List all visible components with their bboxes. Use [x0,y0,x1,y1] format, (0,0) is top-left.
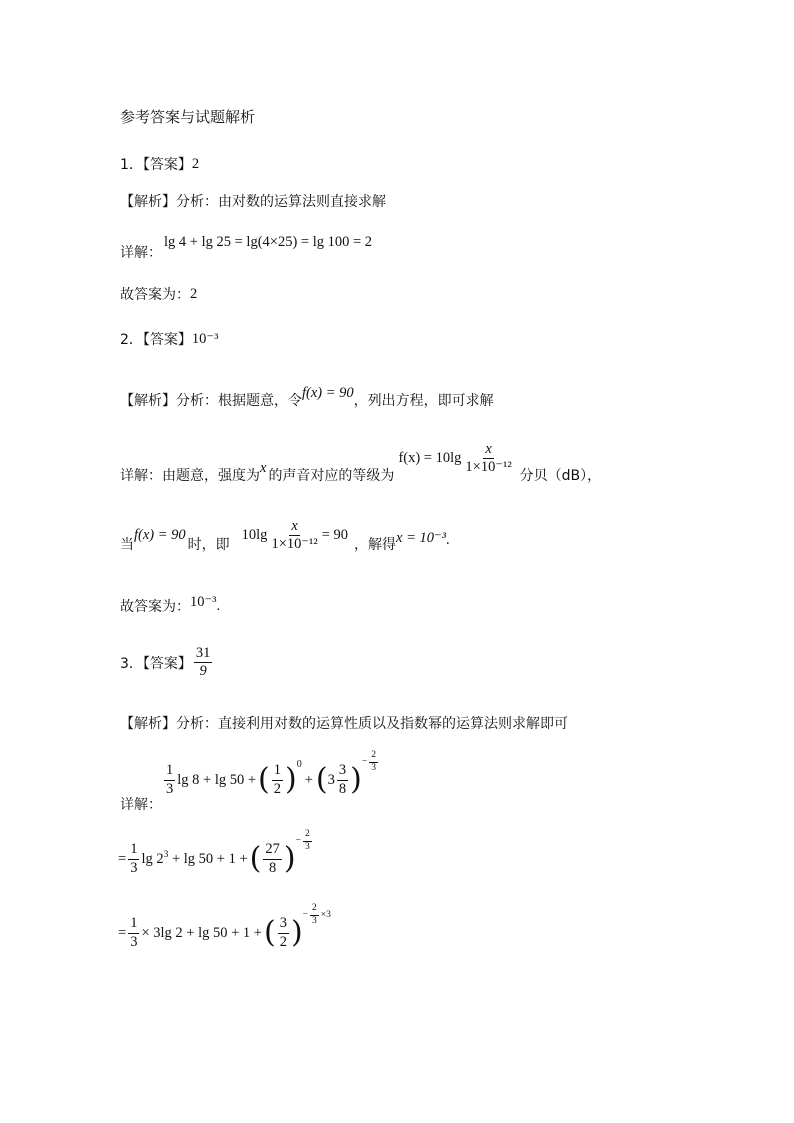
q1-analysis-text: 分析：由对数的运算法则直接求解 [176,194,386,210]
q2-answer-value: 10⁻³ [191,330,219,347]
q2-step-eq-rhs: = 90 [321,527,349,544]
q3-answer-den: 9 [199,663,207,680]
q3-answer-num: 31 [194,646,213,663]
q3-line1-formula: $\frac{1}{3}$ lg 8 + lg 50 + ( $\frac{1}{2}$ ) 0 + ( 3 $\frac{3}{8}$ ) − $\frac{2}{3}$ [166,749,376,797]
q2-step-fraction [269,519,319,552]
q2-step-solve: ，解得 [354,536,397,553]
q2-detail-frac-num: x [483,442,493,459]
q2-final-end: . [216,597,221,614]
q1-analysis-label: 【解析】 [120,194,176,210]
q3-analysis-text: 分析：直接利用对数的运算性质以及指数幂的运算法则求解即可 [176,716,568,732]
q3-detail-line-2: = $\frac{1}{3}$ $\lg 2^3 + \lg 50 + 1$ + ( $\frac{27}{8}$ ) − $\frac{2}{3}$ [118,828,310,876]
q2-final-prefix: 故答案为： [120,599,190,615]
q3-answer-line [120,646,214,679]
q1-answer-label: 1．【答案】 [120,157,192,173]
q2-answer-label: 2．【答案】 [120,332,192,348]
q1-final-prefix: 故答案为： [120,287,190,303]
q1-detail-line [120,232,373,261]
q3-l1-frac-third: $\frac{1}{3}$ [166,762,174,797]
q2-analysis-before: 分析：根据题意，令 [176,393,302,409]
q3-detail-label: 详解： [120,797,162,813]
q1-final-value: 2 [190,285,198,302]
q1-detail-label: 详解： [120,245,162,261]
q1-final-line [120,284,197,304]
q3-l3-frac-3-2: $\frac{3}{2}$ [279,915,287,950]
q1-answer-value: 2 [191,155,200,172]
q2-detail-var: x [260,460,267,477]
q2-final-value: 10⁻³ [190,593,217,610]
q2-detail-after: 分贝（dB）， [519,467,602,484]
q2-answer-line [120,329,218,349]
q2-step-time: 时，即 [187,536,230,553]
page-title: 参考答案与试题解析 [120,108,256,126]
q2-step-line [120,519,450,552]
q2-step-end: . [446,532,450,549]
q3-l1-frac-half: $\frac{1}{2}$ [273,762,282,797]
q3-answer-label: 3．【答案】 [120,655,192,672]
q3-analysis-label: 【解析】 [120,716,176,732]
q2-detail-middle: 的声音对应的等级为 [268,467,395,484]
q2-analysis-label: 【解析】 [120,393,176,409]
q3-detail-line-1 [120,749,380,813]
q3-answer-fraction [194,646,213,679]
q2-step-frac-den: 1×10⁻¹² [271,536,318,553]
q2-final-line [120,592,221,615]
q3-analysis-line [120,713,568,733]
q3-l2-frac-27-8: $\frac{27}{8}$ [265,841,280,876]
q3-l1-frac-3-8: $\frac{3}{8}$ [338,762,347,797]
q3-l3-frac-third: $\frac{1}{3}$ [130,915,138,950]
q2-step-result: x = 10⁻³ [396,530,447,547]
q2-step-when: 当 [120,536,134,553]
q3-l2-frac-third: $\frac{1}{3}$ [130,841,138,876]
q1-detail-formula: lg 4 + lg 25 = lg(4×25) = lg 100 = 2 [164,233,373,250]
q2-analysis-formula: f(x) = 90 [302,384,354,401]
q2-detail-frac-den: 1×10⁻¹² [465,459,512,476]
q2-detail-before: 详解：由题意，强度为 [120,467,260,484]
q2-detail-formula-lhs: f(x) = 10lg [398,450,462,467]
q2-step-frac-num: x [289,519,299,536]
q2-step-cond: f(x) = 90 [134,527,186,544]
q2-detail-fraction [463,442,513,475]
q1-answer-line [120,154,199,174]
q2-detail-line [120,441,602,484]
q2-analysis-after: ，列出方程，即可求解 [353,393,494,409]
q2-step-eq-lhs: 10lg [241,527,268,544]
q1-analysis-line [120,191,386,211]
q3-detail-line-3: = $\frac{1}{3}$ × 3lg 2 + lg 50 + 1 + ( $\frac{3}{2}$ ) − $\frac{2}{3}$ ×3 [118,902,331,950]
q2-analysis-line [120,383,494,409]
